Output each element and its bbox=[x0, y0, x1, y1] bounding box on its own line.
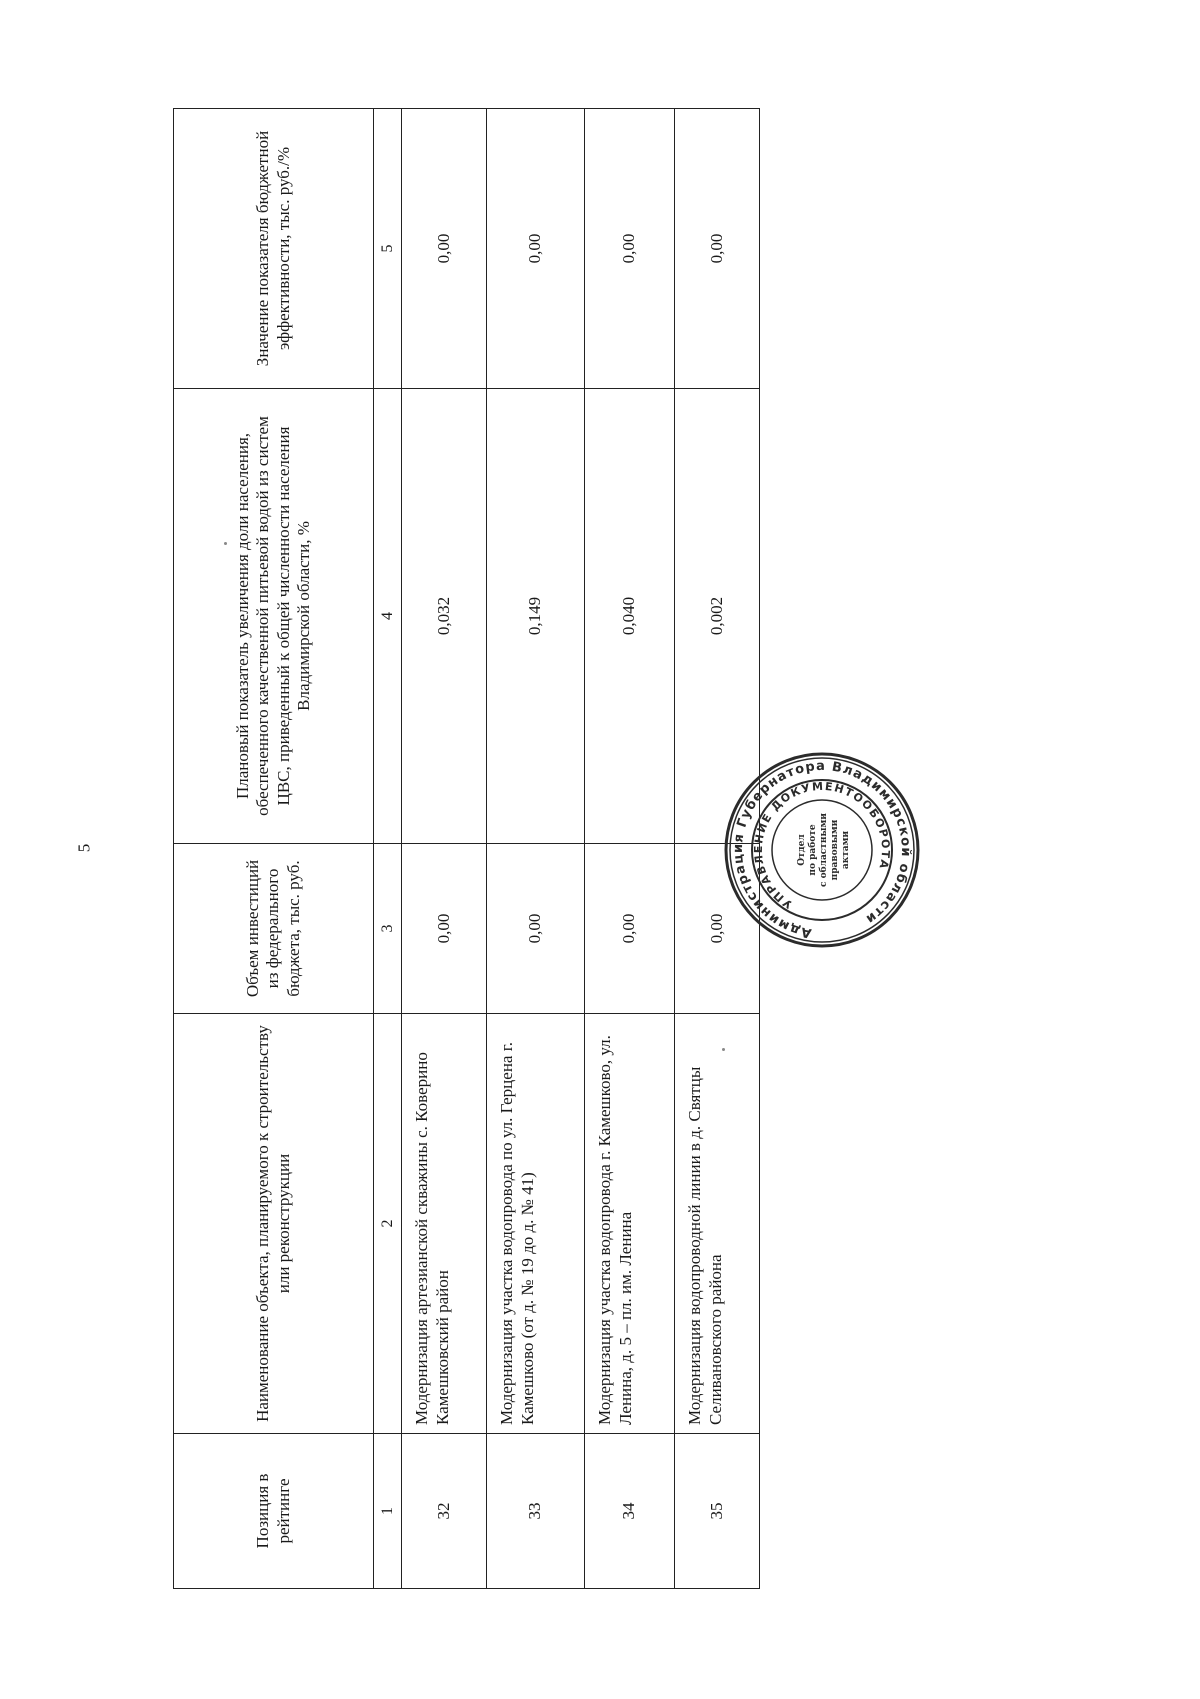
stamp-inner-text: УПРАВЛЕНИЕ ДОКУМЕНТООБОРОТА bbox=[751, 779, 893, 912]
row-efficiency: 0,00 bbox=[675, 109, 760, 389]
column-number: 4 bbox=[374, 389, 402, 844]
table-row bbox=[402, 109, 487, 1589]
stamp-center-line: актами bbox=[841, 830, 851, 870]
table-row bbox=[585, 109, 675, 1589]
stamp-seal bbox=[722, 750, 922, 950]
official-stamp bbox=[722, 750, 922, 950]
row-investment: 0,00 bbox=[585, 844, 675, 1014]
column-number: 1 bbox=[374, 1434, 402, 1589]
header-planned-share: Плановый показатель увеличения доли населения, обеспеченного качественной питьевой водой из систем ЦВС, приведенный к общей численности населения Владимирской области, % bbox=[174, 389, 374, 844]
stamp-center-line: правовыми bbox=[830, 819, 840, 881]
row-planned-share: 0,002 bbox=[675, 389, 760, 844]
scan-speck bbox=[224, 542, 227, 545]
header-object-name: Наименование объекта, планируемого к строительству или реконструкции bbox=[174, 1014, 374, 1434]
stamp-center-line: с областными bbox=[819, 813, 829, 887]
row-investment: 0,00 bbox=[487, 844, 585, 1014]
column-number: 5 bbox=[374, 109, 402, 389]
row-object-name: Модернизация участка водопровода по ул. Герцена г. Камешково (от д. № 19 до д. № 41) bbox=[487, 1014, 585, 1434]
column-number-row bbox=[374, 109, 402, 1589]
header-position: Позиция в рейтинге bbox=[174, 1434, 374, 1589]
investment-table bbox=[173, 108, 760, 1589]
row-efficiency: 0,00 bbox=[585, 109, 675, 389]
stamp-center-line: по работе bbox=[808, 824, 818, 876]
column-number: 3 bbox=[374, 844, 402, 1014]
row-efficiency: 0,00 bbox=[487, 109, 585, 389]
row-position: 32 bbox=[402, 1434, 487, 1589]
row-object-name: Модернизация водопроводной линии в д. Святцы Селивановского района bbox=[675, 1014, 760, 1434]
stamp-center-line: Отдел bbox=[797, 834, 807, 866]
scan-speck bbox=[722, 1048, 725, 1051]
row-planned-share: 0,149 bbox=[487, 389, 585, 844]
row-object-name: Модернизация артезианской скважины с. Коверино Камешковский район bbox=[402, 1014, 487, 1434]
header-investment: Объем инвестиций из федерального бюджета, тыс. руб. bbox=[174, 844, 374, 1014]
header-efficiency: Значение показателя бюджетной эффективности, тыс. руб./% bbox=[174, 109, 374, 389]
header-row bbox=[174, 109, 374, 1589]
rotated-table-container bbox=[173, 109, 726, 1589]
page-number: 5 bbox=[74, 843, 94, 853]
row-object-name: Модернизация участка водопровода г. Камешково, ул. Ленина, д. 5 – пл. им. Ленина bbox=[585, 1014, 675, 1434]
row-position: 34 bbox=[585, 1434, 675, 1589]
row-position: 33 bbox=[487, 1434, 585, 1589]
table-row bbox=[487, 109, 585, 1589]
stamp-outer-text: Администрация Губернатора Владимирской области bbox=[730, 758, 914, 941]
row-investment: 0,00 bbox=[402, 844, 487, 1014]
row-planned-share: 0,040 bbox=[585, 389, 675, 844]
row-position: 35 bbox=[675, 1434, 760, 1589]
row-investment: 0,00 bbox=[675, 844, 760, 1014]
row-planned-share: 0,032 bbox=[402, 389, 487, 844]
column-number: 2 bbox=[374, 1014, 402, 1434]
row-efficiency: 0,00 bbox=[402, 109, 487, 389]
